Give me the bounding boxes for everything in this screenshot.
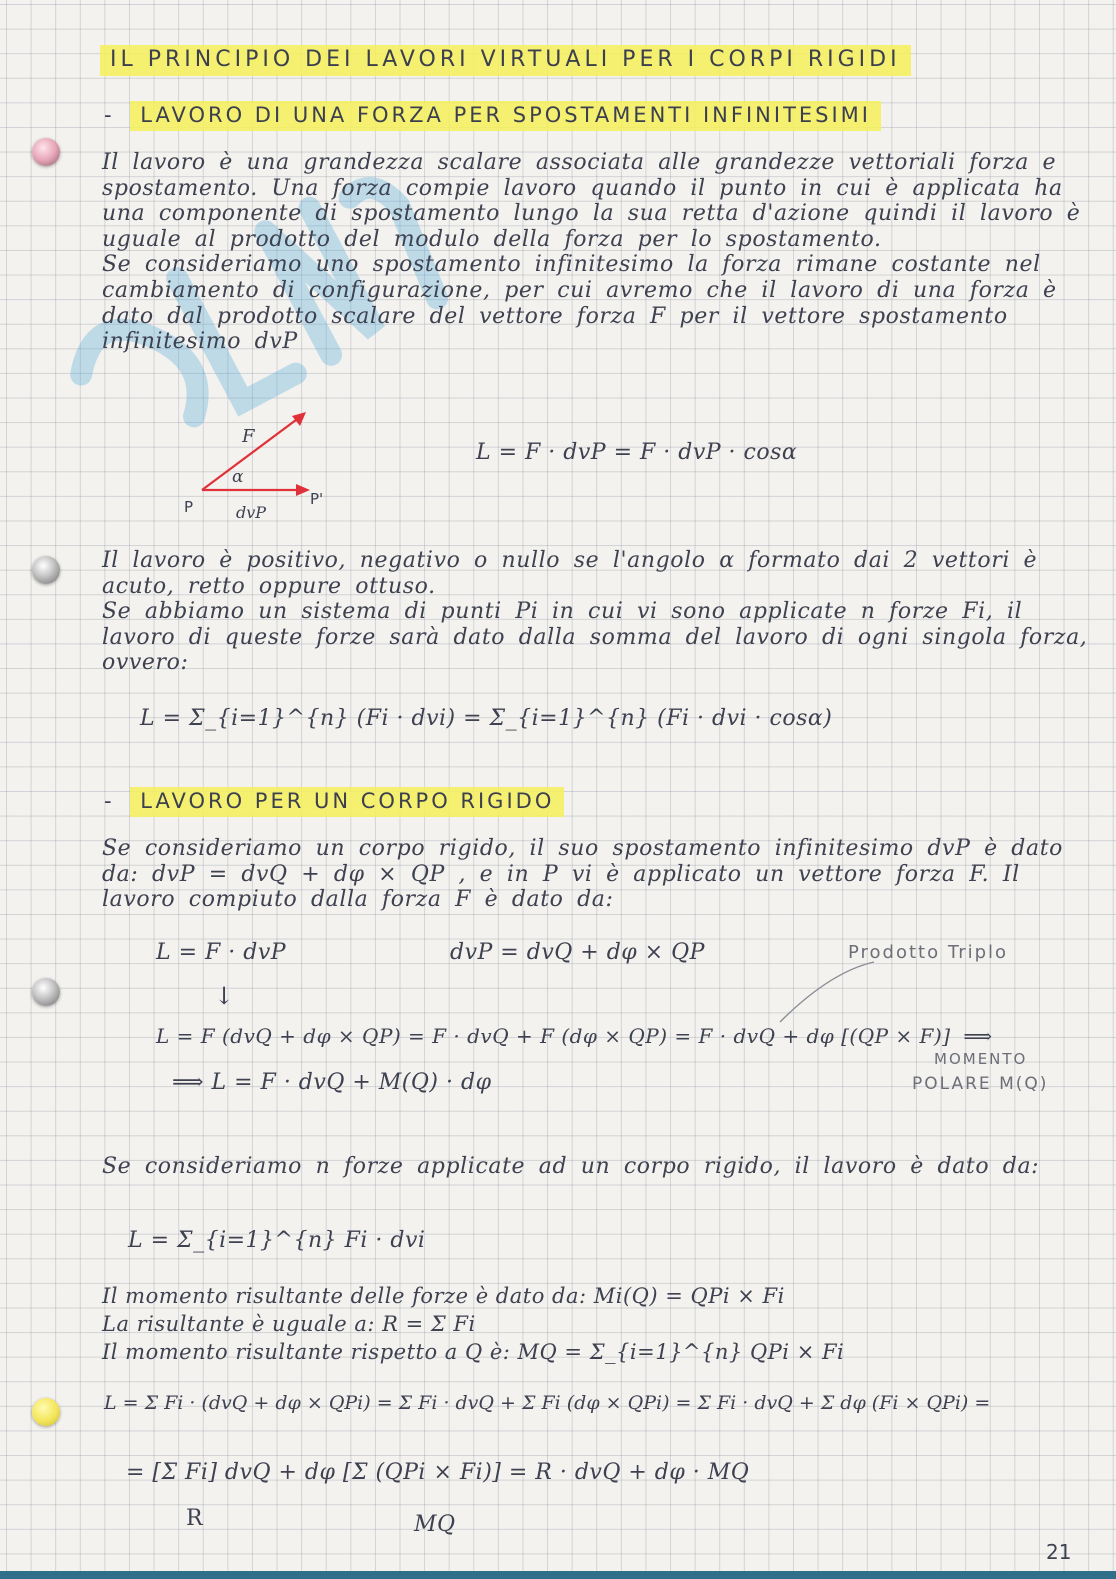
formula-work-n-forces: L = Σ_{i=1}^{n} Fi · dvi [128, 1228, 426, 1253]
formula-displacement: dvP = dvQ + dφ × QP [450, 940, 705, 965]
section-heading [104, 786, 564, 816]
note-pointer-line [770, 958, 880, 1028]
arrow-down-icon: ↓ [214, 982, 235, 1010]
formula-work-moment: ⟹ L = F · dvQ + M(Q) · dφ [172, 1070, 492, 1095]
heading-dash: - [104, 789, 115, 813]
note-moment-polar: POLARE M(Q) [912, 1074, 1049, 1094]
point-p-prime-label: P' [310, 490, 324, 508]
binder-hole [32, 556, 60, 584]
formula-work-rigid: L = F · dvP [156, 940, 287, 965]
formula-expansion-text: L = F (dvQ + dφ × QP) = F · dvQ + F (dφ × QP) = F · dvQ + dφ [(QP × F)] [156, 1024, 951, 1048]
formula-work: L = F · dvP = F · dvP · cosα [476, 440, 798, 465]
line-resultant-moment: Il momento risultante delle forze è dato da: Mi(Q) = QPi × Fi [102, 1284, 785, 1308]
paragraph-work-sign [102, 548, 1092, 676]
binder-hole [32, 978, 60, 1006]
displacement-label: dvP [236, 503, 267, 522]
implies-arrow-icon: ⟹ [963, 1024, 993, 1048]
arrowhead-icon [292, 412, 306, 426]
note-moment-title: MOMENTO [934, 1050, 1028, 1068]
paragraph-text: Se consideriamo n forze applicate ad un corpo rigido, il lavoro è dato da: [102, 1154, 1040, 1179]
page-title-text: IL PRINCIPIO DEI LAVORI VIRTUALI PER I CORPI RIGIDI [100, 45, 911, 76]
section-heading-text: LAVORO PER UN CORPO RIGIDO [130, 787, 564, 817]
note-triple-product: Prodotto Triplo [848, 942, 1009, 963]
formula-final: = [Σ Fi] dvQ + dφ [Σ (QPi × Fi)] = R · dvQ + dφ · MQ [126, 1460, 750, 1485]
binder-hole [32, 138, 60, 166]
force-displacement-diagram [170, 400, 340, 530]
paragraph-text: Se consideriamo uno spostamento infinitesimo la forza rimane costante nel cambiamento di configurazione, per cui avremo che il lavoro di una forza è dato dal prodotto scalare del vettore forza F per il vettore spostamento infinitesimo dvP [102, 252, 1057, 355]
paragraph-text: Il lavoro è una grandezza scalare associata alle grandezze vettoriali forza e spostamento. Una forza compie lavoro quando il punto in cui è applicata ha una componente di spostamento lungo la sua retta d'azione quindi il lavoro è uguale al prodotto del modulo della forza per lo spostamento. [102, 150, 1081, 252]
formula-work-sum: L = Σ_{i=1}^{n} (Fi · dvi) = Σ_{i=1}^{n} (Fi · dvi · cosα) [140, 706, 833, 731]
point-p-label: P [184, 498, 194, 516]
formula-expansion [156, 1024, 993, 1048]
paragraph-text: Se abbiamo un sistema di punti Pi in cui vi sono applicate n forze Fi, il lavoro di queste forze sarà dato dalla somma del lavoro di ogni singola forza, ovvero: [102, 599, 1088, 676]
paragraph-text: Il lavoro è positivo, negativo o nullo se l'angolo α formato dai 2 vettori è acuto, retto oppure ottuso. [102, 548, 1038, 599]
paragraph-work-definition [102, 150, 1092, 355]
page-title [100, 44, 911, 76]
binder-hole [32, 1398, 60, 1426]
paragraph-n-forces [102, 1154, 1092, 1180]
line-moment-q: Il momento risultante rispetto a Q è: MQ = Σ_{i=1}^{n} QPi × Fi [102, 1340, 845, 1364]
section-heading-text: LAVORO DI UNA FORZA PER SPOSTAMENTI INFINITESIMI [130, 101, 881, 131]
bottom-edge-strip [0, 1571, 1116, 1579]
force-label: F [242, 426, 255, 447]
line-resultant: La risultante è uguale a: R = Σ Fi [102, 1312, 476, 1336]
label-moment-q: MQ [414, 1512, 456, 1537]
page-number: 21 [1046, 1540, 1072, 1564]
paragraph-rigid-body [102, 836, 1092, 913]
label-resultant: R [186, 1506, 204, 1531]
arrowhead-icon [296, 484, 310, 496]
paragraph-text: Se consideriamo un corpo rigido, il suo spostamento infinitesimo dvP è dato da: dvP = dvQ + dφ × QP , e in P vi è applicato un vettore forza F. Il lavoro compiuto dalla forza F è dato da: [102, 836, 1063, 913]
heading-dash: - [104, 103, 115, 127]
formula-expansion-sum: L = Σ Fi · (dvQ + dφ × QPi) = Σ Fi · dvQ + Σ Fi (dφ × QPi) = Σ Fi · dvQ + Σ dφ (Fi × QPi) = [104, 1392, 991, 1414]
section-heading [104, 100, 881, 130]
angle-label: α [232, 467, 244, 487]
